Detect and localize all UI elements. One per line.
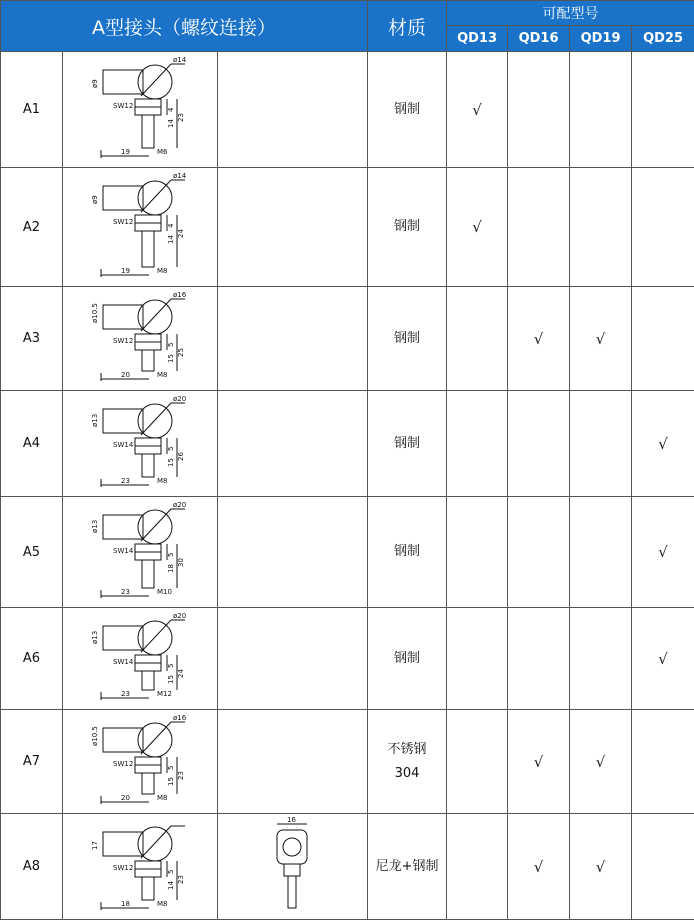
drawing-cell xyxy=(63,608,218,710)
model-header-qd16: QD16 xyxy=(508,26,570,52)
compat-cell-qd19 xyxy=(570,608,632,710)
check-mark: √ xyxy=(595,329,606,348)
ball-diameter-label: ø16 xyxy=(173,713,187,722)
thread-length-label: 14 xyxy=(167,234,175,244)
wrench-size-label: SW12 xyxy=(113,217,134,226)
material-text: 钢制 xyxy=(394,435,421,451)
compat-cell-qd13 xyxy=(447,52,508,168)
compat-cell-qd16 xyxy=(508,497,570,608)
ball-diameter-label: ø20 xyxy=(173,394,187,403)
material-text: 304 xyxy=(394,765,420,781)
wrench-size-label: SW12 xyxy=(113,863,134,872)
overall-width-label: 20 xyxy=(121,793,130,802)
thread-size-label: M8 xyxy=(157,899,168,908)
thread-length-label: 15 xyxy=(167,457,175,467)
check-mark: √ xyxy=(658,434,668,453)
row-id: A1 xyxy=(1,52,63,168)
row-id: A4 xyxy=(1,391,63,497)
check-mark: √ xyxy=(533,857,544,876)
wrench-size-label: SW14 xyxy=(113,657,134,666)
shank-diameter-label: ø13 xyxy=(91,630,99,644)
drawing-cell xyxy=(63,814,218,920)
table-row xyxy=(1,287,694,391)
thread-length-label: 14 xyxy=(167,880,175,890)
overall-width-label: 18 xyxy=(121,899,130,908)
material-text: 尼龙+钢制 xyxy=(375,858,439,874)
compat-cell-qd19 xyxy=(570,52,632,168)
compat-cell-qd16 xyxy=(508,168,570,287)
drawing-cell xyxy=(63,52,218,168)
total-length-label: 24 xyxy=(177,668,185,678)
collar-length-label: 5 xyxy=(167,552,175,557)
check-mark: √ xyxy=(658,649,668,668)
check-mark: √ xyxy=(595,752,606,771)
collar-length-label: 5 xyxy=(167,342,175,347)
overall-width-label: 20 xyxy=(121,370,130,379)
total-length-label: 25 xyxy=(177,347,185,357)
row-id: A7 xyxy=(1,710,63,814)
shank-diameter-label: ø10.5 xyxy=(91,725,99,746)
compat-cell-qd25 xyxy=(632,391,694,497)
check-mark: √ xyxy=(472,100,482,119)
collar-length-label: 5 xyxy=(167,869,175,874)
thread-size-label: M6 xyxy=(157,147,168,156)
thread-length-label: 15 xyxy=(167,353,175,363)
material-text: 钢制 xyxy=(394,219,421,234)
shank-diameter-label: ø9 xyxy=(91,194,99,204)
collar-length-label: 5 xyxy=(167,663,175,668)
wrench-size-label: SW14 xyxy=(113,546,134,555)
extra-drawing-cell xyxy=(218,497,368,608)
drawing-cell xyxy=(63,287,218,391)
ball-diameter-label: ø16 xyxy=(173,290,187,299)
compat-cell-qd13 xyxy=(447,710,508,814)
table-row xyxy=(1,168,694,287)
material-header: 材质 xyxy=(368,1,447,52)
total-length-label: 26 xyxy=(177,451,185,461)
compat-cell-qd25 xyxy=(632,287,694,391)
model-header-qd13: QD13 xyxy=(447,26,508,52)
shank-diameter-label: ø10.5 xyxy=(91,302,99,323)
compat-cell-qd19 xyxy=(570,814,632,920)
ball-joint-drawing xyxy=(65,499,215,606)
compat-cell-qd16 xyxy=(508,52,570,168)
compat-cell-qd16 xyxy=(508,608,570,710)
material-text: 钢制 xyxy=(394,101,421,117)
extra-drawing-cell xyxy=(218,391,368,497)
extra-drawing-cell xyxy=(218,608,368,710)
shank-diameter-label: 17 xyxy=(91,840,99,850)
compat-cell-qd19 xyxy=(570,391,632,497)
table-row xyxy=(1,497,694,608)
overall-width-label: 19 xyxy=(121,266,130,275)
row-id: A6 xyxy=(1,608,63,710)
extra-drawing-cell xyxy=(218,287,368,391)
overall-width-label: 23 xyxy=(121,476,130,485)
compat-cell-qd13 xyxy=(447,608,508,710)
material-cell xyxy=(368,52,447,168)
thread-size-label: M12 xyxy=(157,689,172,698)
ball-joint-drawing xyxy=(65,712,215,812)
table-title: A型接头（螺纹连接） xyxy=(1,1,368,52)
compat-cell-qd13 xyxy=(447,287,508,391)
ball-joint-drawing xyxy=(65,170,215,285)
total-length-label: 24 xyxy=(177,228,185,238)
ball-joint-drawing xyxy=(65,610,215,708)
extra-drawing-cell xyxy=(218,814,368,920)
thread-size-label: M8 xyxy=(157,266,168,275)
thread-size-label: M8 xyxy=(157,793,168,802)
compat-cell-qd19 xyxy=(570,497,632,608)
overall-width-label: 19 xyxy=(121,147,130,156)
overall-width-label: 23 xyxy=(121,689,130,698)
thread-length-label: 18 xyxy=(167,563,175,573)
ball-diameter-label: ø14 xyxy=(173,171,187,180)
check-mark: √ xyxy=(472,218,482,236)
compat-cell-qd19 xyxy=(570,287,632,391)
ball-joint-drawing xyxy=(65,54,215,166)
compat-cell-qd25 xyxy=(632,710,694,814)
collar-length-label: 5 xyxy=(167,765,175,770)
total-length-label: 23 xyxy=(177,770,185,780)
shank-diameter-label: ø13 xyxy=(91,519,99,533)
total-length-label: 23 xyxy=(177,112,185,122)
compat-cell-qd25 xyxy=(632,52,694,168)
compat-cell-qd13 xyxy=(447,497,508,608)
row-id: A8 xyxy=(1,814,63,920)
check-mark: √ xyxy=(595,857,606,876)
wrench-size-label: SW12 xyxy=(113,101,134,110)
thread-length-label: 15 xyxy=(167,776,175,786)
shank-diameter-label: ø13 xyxy=(91,413,99,427)
drawing-cell xyxy=(63,168,218,287)
material-cell xyxy=(368,710,447,814)
check-mark: √ xyxy=(533,329,544,348)
row-id: A5 xyxy=(1,497,63,608)
material-text: 钢制 xyxy=(394,650,421,666)
collar-length-label: 5 xyxy=(167,446,175,451)
extra-drawing-cell xyxy=(218,168,368,287)
compat-cell-qd16 xyxy=(508,391,570,497)
ball-diameter-label: ø20 xyxy=(173,500,187,509)
table-row xyxy=(1,608,694,710)
material-text: 钢制 xyxy=(394,330,421,346)
ball-joint-drawing xyxy=(65,816,215,918)
material-text: 钢制 xyxy=(394,544,421,559)
compat-cell-qd16 xyxy=(508,287,570,391)
compat-cell-qd25 xyxy=(632,608,694,710)
ball-diameter-label: ø14 xyxy=(173,55,187,64)
extra-drawing-cell xyxy=(218,52,368,168)
model-header-qd25: QD25 xyxy=(632,26,694,52)
material-cell xyxy=(368,497,447,608)
thread-size-label: M8 xyxy=(157,370,168,379)
material-text: 不锈钢 xyxy=(387,741,427,757)
material-cell xyxy=(368,608,447,710)
material-cell xyxy=(368,814,447,920)
compat-cell-qd25 xyxy=(632,814,694,920)
compat-cell-qd13 xyxy=(447,814,508,920)
compatible-models-header: 可配型号 xyxy=(447,1,694,26)
material-cell xyxy=(368,168,447,287)
compat-cell-qd19 xyxy=(570,168,632,287)
thread-length-label: 14 xyxy=(167,118,175,128)
wrench-size-label: SW12 xyxy=(113,336,134,345)
extra-drawing-cell xyxy=(218,710,368,814)
compat-cell-qd16 xyxy=(508,814,570,920)
ball-joint-drawing xyxy=(65,393,215,495)
check-mark: √ xyxy=(658,543,668,561)
row-id: A3 xyxy=(1,287,63,391)
compat-cell-qd19 xyxy=(570,710,632,814)
check-mark: √ xyxy=(533,752,544,771)
table-row xyxy=(1,391,694,497)
material-cell xyxy=(368,287,447,391)
compat-cell-qd25 xyxy=(632,168,694,287)
ball-diameter-label: ø20 xyxy=(173,611,187,620)
eye-end-drawing xyxy=(218,816,368,918)
table-row xyxy=(1,52,694,168)
thread-size-label: M8 xyxy=(157,476,168,485)
table-row xyxy=(1,710,694,814)
thread-size-label: M10 xyxy=(157,587,172,596)
total-length-label: 23 xyxy=(177,874,185,884)
collar-length-label: 4 xyxy=(167,223,175,228)
compat-cell-qd13 xyxy=(447,168,508,287)
collar-length-label: 4 xyxy=(167,107,175,112)
overall-width-label: 23 xyxy=(121,587,130,596)
compat-cell-qd25 xyxy=(632,497,694,608)
table-row xyxy=(1,814,694,920)
wrench-size-label: SW12 xyxy=(113,759,134,768)
thread-length-label: 15 xyxy=(167,674,175,684)
shank-diameter-label: ø9 xyxy=(91,78,99,88)
model-header-qd19: QD19 xyxy=(570,26,632,52)
ball-joint-drawing xyxy=(65,289,215,389)
compat-cell-qd16 xyxy=(508,710,570,814)
drawing-cell xyxy=(63,710,218,814)
wrench-size-label: SW14 xyxy=(113,440,134,449)
drawing-cell xyxy=(63,497,218,608)
drawing-cell xyxy=(63,391,218,497)
total-length-label: 30 xyxy=(177,557,185,567)
compat-cell-qd13 xyxy=(447,391,508,497)
row-id: A2 xyxy=(1,168,63,287)
material-cell xyxy=(368,391,447,497)
eye-width-label: 16 xyxy=(287,815,296,824)
